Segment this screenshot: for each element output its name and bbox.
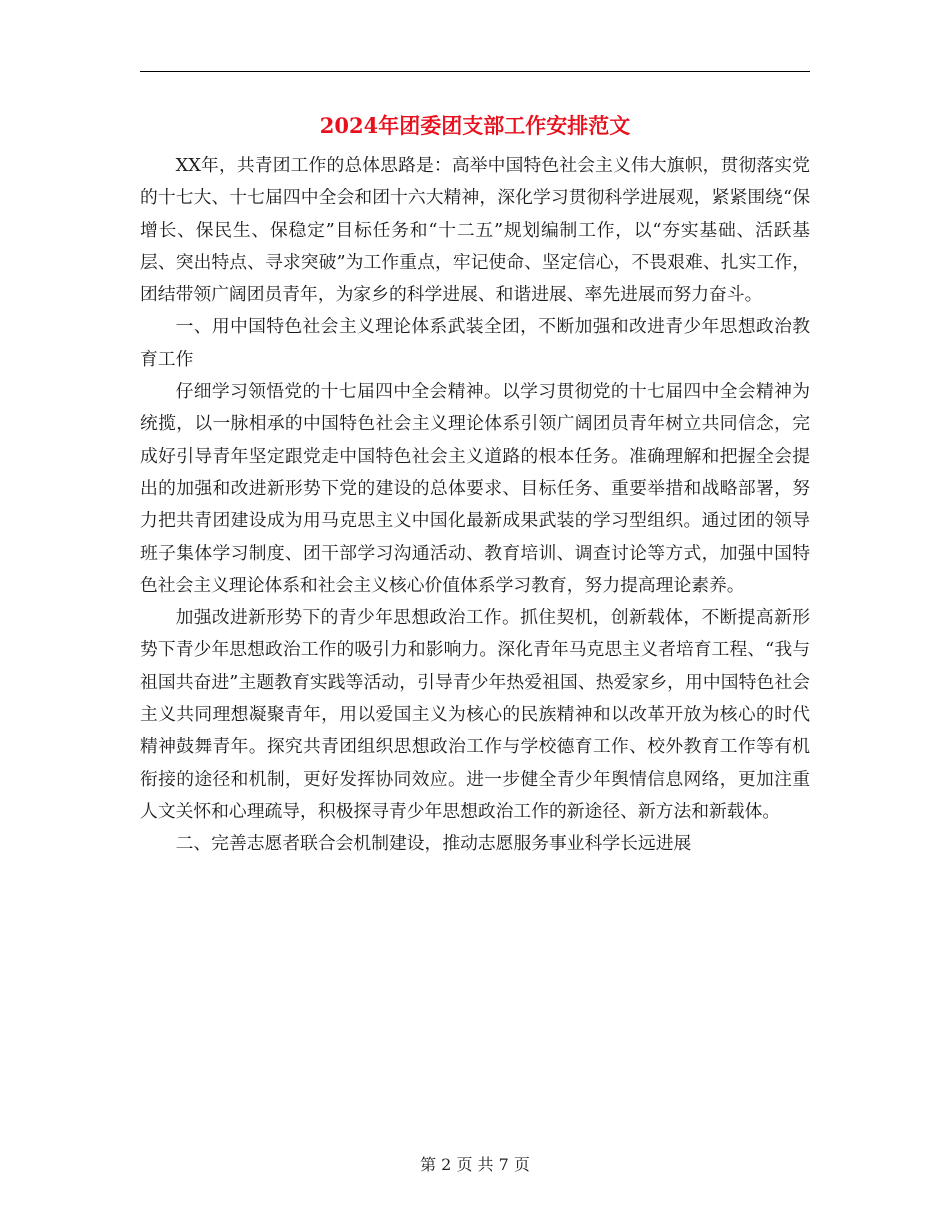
- paragraph-theory-study: 仔细学习领悟党的十七届四中全会精神。以学习贯彻党的十七届四中全会精神为统揽，以一脉相承的中国特色社会主义理论体系引领广阔团员青年树立共同信念，完成好引导青年坚定跟党走中国特色社会主义道路的根本任务。准确理解和把握全会提出的加强和改进新形势下党的建设的总体要求、目标任务、重要举措和战略部署，努力把共青团建设成为用马克思主义中国化最新成果武装的学习型组织。通过团的领导班子集体学习制度、团干部学习沟通活动、教育培训、调查讨论等方式，加强中国特色社会主义理论体系和社会主义核心价值体系学习教育，努力提高理论素养。: [140, 381, 810, 596]
- section-heading-1: 一、用中国特色社会主义理论体系武装全团，不断加强和改进青少年思想政治教育工作: [140, 316, 810, 370]
- section-heading-2: 二、完善志愿者联合会机制建设，推动志愿服务事业科学长远进展: [175, 833, 692, 855]
- page-number: 第 2 页 共 7 页: [420, 1155, 530, 1174]
- header-rule: [140, 71, 810, 72]
- document-title: 2024年团委团支部工作安排范文: [319, 113, 631, 138]
- paragraph-ideology-work: 加强改进新形势下的青少年思想政治工作。抓住契机，创新载体，不断提高新形势下青少年思想政治工作的吸引力和影响力。深化青年马克思主义者培育工程、“我与祖国共奋进”主题教育实践等活动，引导青少年热爱祖国、热爱家乡，用中国特色社会主义共同理想凝聚青年，用以爱国主义为核心的民族精神和以改革开放为核心的时代精神鼓舞青年。探究共青团组织思想政治工作与学校德育工作、校外教育工作等有机衔接的途径和机制，更好发挥协同效应。进一步健全青少年舆情信息网络，更加注重人文关怀和心理疏导，积极探寻青少年思想政治工作的新途径、新方法和新载体。: [140, 607, 810, 822]
- document-body: [140, 150, 810, 861]
- paragraph-intro: XX年，共青团工作的总体思路是：高举中国特色社会主义伟大旗帜，贯彻落实党的十七大、十七届四中全会和团十六大精神，深化学习贯彻科学进展观，紧紧围绕“保增长、保民生、保稳定”目标任务和“十二五”规划编制工作，以“夯实基础、活跃基层、突出特点、寻求突破”为工作重点，牢记使命、坚定信心，不畏艰难、扎实工作，团结带领广阔团员青年，为家乡的科学进展、和谐进展、率先进展而努力奋斗。: [140, 155, 810, 306]
